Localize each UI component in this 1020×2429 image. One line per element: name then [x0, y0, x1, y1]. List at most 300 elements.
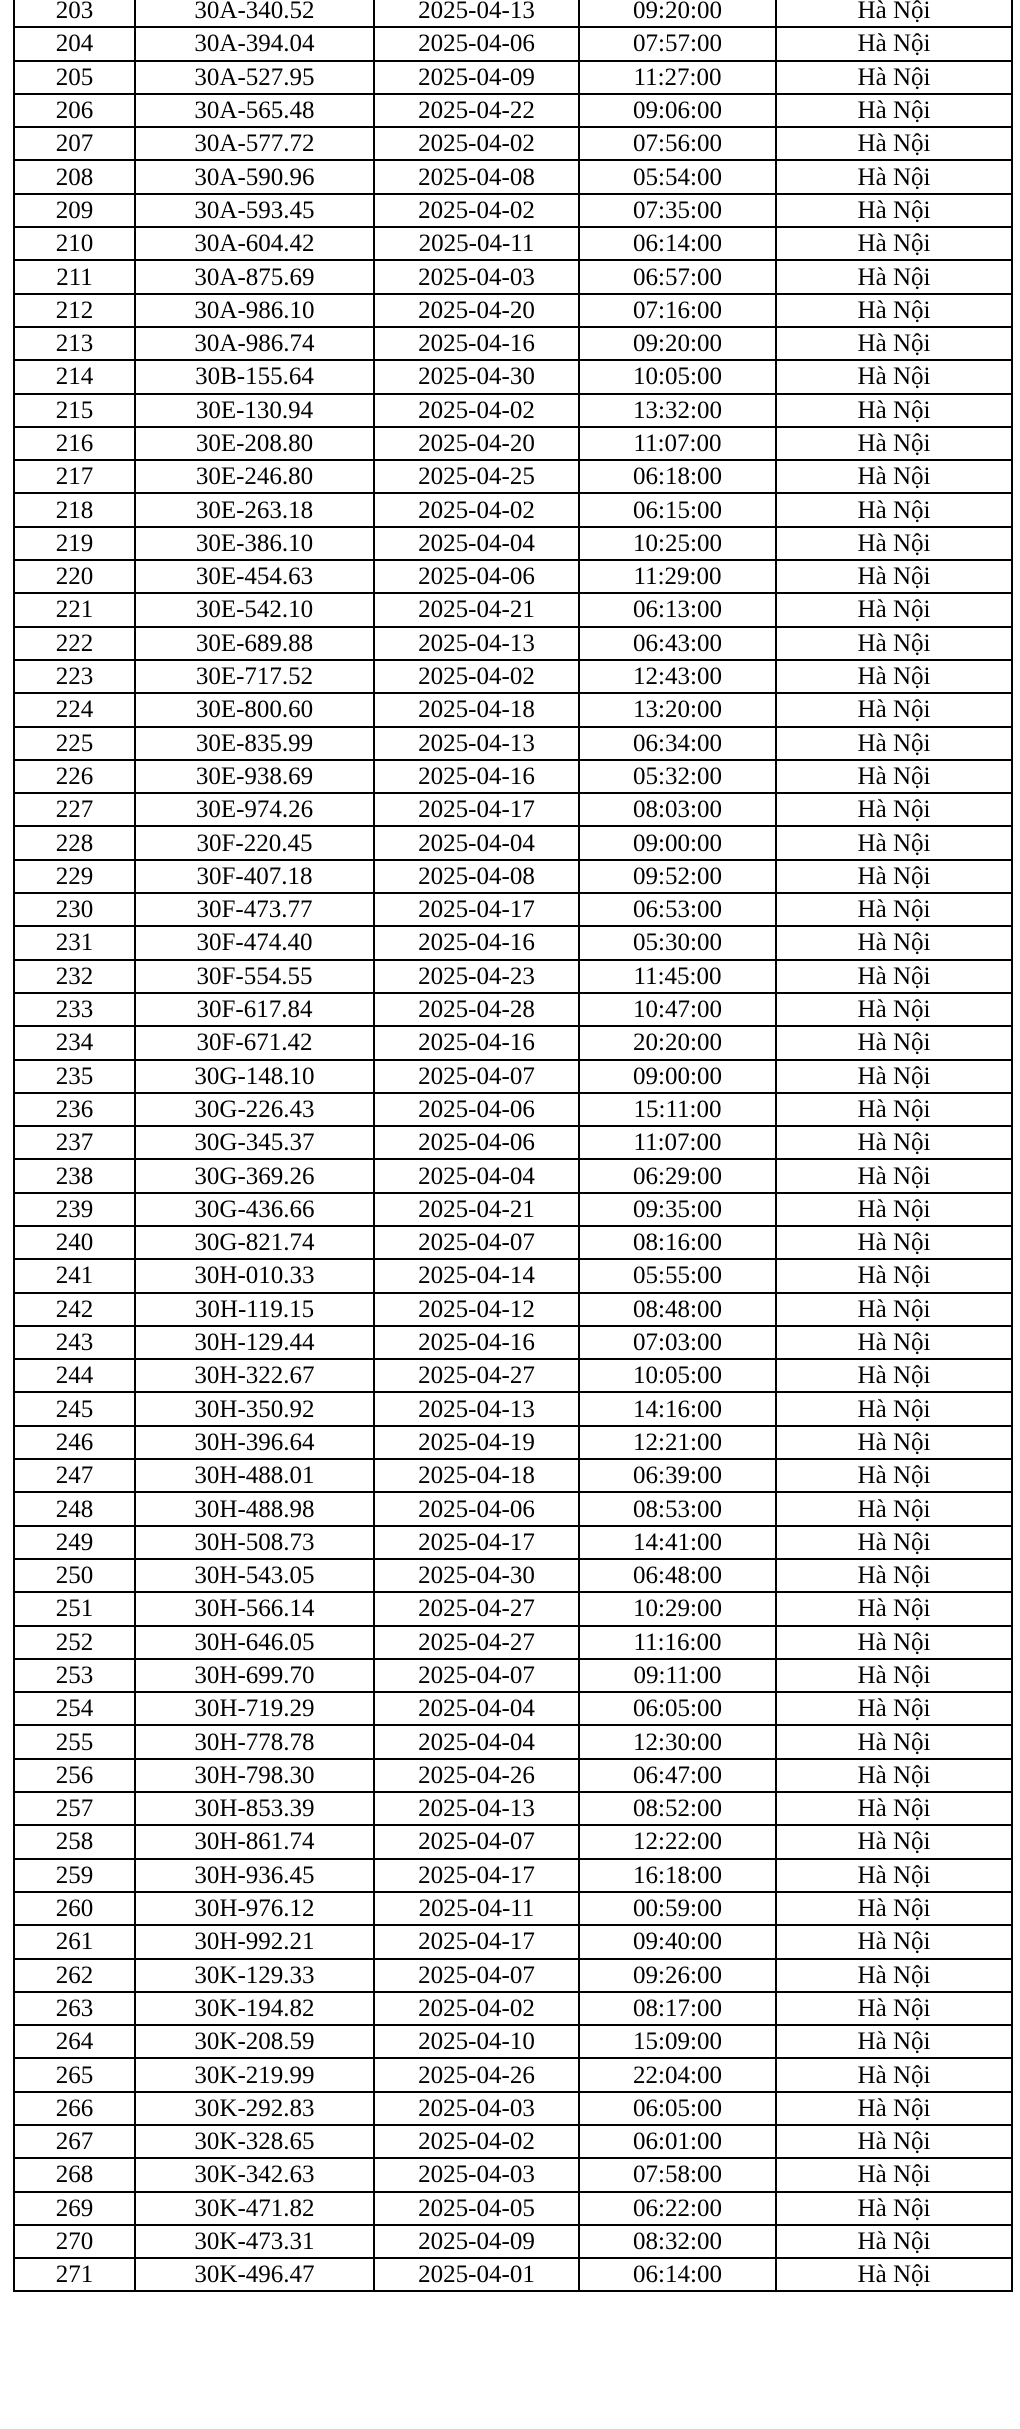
location-cell: Hà Nội — [776, 1259, 1012, 1292]
table-row — [14, 1226, 1012, 1259]
date-cell: 2025-04-02 — [374, 660, 579, 693]
table-row — [14, 160, 1012, 193]
license-plate-cell: 30E-454.63 — [135, 560, 374, 593]
license-plate-cell: 30G-369.26 — [135, 1159, 374, 1192]
table-row — [14, 1193, 1012, 1226]
date-cell: 2025-04-21 — [374, 593, 579, 626]
license-plate-cell: 30F-617.84 — [135, 993, 374, 1026]
time-cell: 08:53:00 — [579, 1492, 776, 1525]
location-cell: Hà Nội — [776, 1392, 1012, 1425]
location-cell: Hà Nội — [776, 1725, 1012, 1758]
time-cell: 12:43:00 — [579, 660, 776, 693]
table-row — [14, 1060, 1012, 1093]
date-cell: 2025-04-02 — [374, 394, 579, 427]
table-row — [14, 2192, 1012, 2225]
location-cell: Hà Nội — [776, 1559, 1012, 1592]
license-plate-cell: 30H-508.73 — [135, 1526, 374, 1559]
row-number-cell: 242 — [14, 1293, 135, 1326]
time-cell: 15:11:00 — [579, 1093, 776, 1126]
time-cell: 09:00:00 — [579, 1060, 776, 1093]
date-cell: 2025-04-13 — [374, 1792, 579, 1825]
license-plate-cell: 30A-875.69 — [135, 260, 374, 293]
date-cell: 2025-04-19 — [374, 1426, 579, 1459]
table-row — [14, 1293, 1012, 1326]
time-cell: 05:32:00 — [579, 760, 776, 793]
location-cell: Hà Nội — [776, 893, 1012, 926]
license-plate-cell: 30A-986.10 — [135, 294, 374, 327]
row-number-cell: 205 — [14, 61, 135, 94]
violations-table — [13, 0, 1013, 2292]
license-plate-cell: 30K-496.47 — [135, 2258, 374, 2291]
table-row — [14, 294, 1012, 327]
row-number-cell: 250 — [14, 1559, 135, 1592]
date-cell: 2025-04-16 — [374, 1326, 579, 1359]
row-number-cell: 226 — [14, 760, 135, 793]
location-cell: Hà Nội — [776, 1592, 1012, 1625]
location-cell: Hà Nội — [776, 1825, 1012, 1858]
location-cell: Hà Nội — [776, 793, 1012, 826]
row-number-cell: 260 — [14, 1892, 135, 1925]
row-number-cell: 239 — [14, 1193, 135, 1226]
date-cell: 2025-04-02 — [374, 127, 579, 160]
row-number-cell: 218 — [14, 493, 135, 526]
table-row — [14, 1326, 1012, 1359]
location-cell: Hà Nội — [776, 1925, 1012, 1958]
location-cell: Hà Nội — [776, 1492, 1012, 1525]
row-number-cell: 216 — [14, 427, 135, 460]
date-cell: 2025-04-26 — [374, 2058, 579, 2091]
license-plate-cell: 30G-345.37 — [135, 1126, 374, 1159]
time-cell: 06:22:00 — [579, 2192, 776, 2225]
location-cell: Hà Nội — [776, 1659, 1012, 1692]
row-number-cell: 247 — [14, 1459, 135, 1492]
row-number-cell: 270 — [14, 2225, 135, 2258]
row-number-cell: 207 — [14, 127, 135, 160]
time-cell: 06:05:00 — [579, 1692, 776, 1725]
date-cell: 2025-04-21 — [374, 1193, 579, 1226]
row-number-cell: 222 — [14, 627, 135, 660]
time-cell: 09:00:00 — [579, 826, 776, 859]
table-row — [14, 693, 1012, 726]
license-plate-cell: 30H-936.45 — [135, 1859, 374, 1892]
license-plate-cell: 30E-386.10 — [135, 527, 374, 560]
table-row — [14, 1359, 1012, 1392]
table-row — [14, 0, 1012, 27]
time-cell: 11:07:00 — [579, 427, 776, 460]
time-cell: 12:30:00 — [579, 1725, 776, 1758]
row-number-cell: 261 — [14, 1925, 135, 1958]
row-number-cell: 256 — [14, 1759, 135, 1792]
license-plate-cell: 30E-263.18 — [135, 493, 374, 526]
time-cell: 08:17:00 — [579, 1992, 776, 2025]
time-cell: 06:05:00 — [579, 2092, 776, 2125]
license-plate-cell: 30H-976.12 — [135, 1892, 374, 1925]
table-row — [14, 2025, 1012, 2058]
row-number-cell: 271 — [14, 2258, 135, 2291]
license-plate-cell: 30E-800.60 — [135, 693, 374, 726]
table-row — [14, 1526, 1012, 1559]
table-row — [14, 527, 1012, 560]
location-cell: Hà Nội — [776, 460, 1012, 493]
row-number-cell: 251 — [14, 1592, 135, 1625]
time-cell: 08:03:00 — [579, 793, 776, 826]
table-row — [14, 1459, 1012, 1492]
location-cell: Hà Nội — [776, 860, 1012, 893]
license-plate-cell: 30A-394.04 — [135, 27, 374, 60]
row-number-cell: 210 — [14, 227, 135, 260]
table-row — [14, 127, 1012, 160]
row-number-cell: 236 — [14, 1093, 135, 1126]
time-cell: 08:32:00 — [579, 2225, 776, 2258]
license-plate-cell: 30H-488.98 — [135, 1492, 374, 1525]
time-cell: 09:06:00 — [579, 94, 776, 127]
license-plate-cell: 30F-220.45 — [135, 826, 374, 859]
date-cell: 2025-04-08 — [374, 160, 579, 193]
date-cell: 2025-04-04 — [374, 826, 579, 859]
table-row — [14, 1093, 1012, 1126]
time-cell: 11:45:00 — [579, 960, 776, 993]
row-number-cell: 235 — [14, 1060, 135, 1093]
table-row — [14, 1026, 1012, 1059]
license-plate-cell: 30H-646.05 — [135, 1626, 374, 1659]
row-number-cell: 228 — [14, 826, 135, 859]
license-plate-cell: 30E-717.52 — [135, 660, 374, 693]
time-cell: 10:05:00 — [579, 1359, 776, 1392]
date-cell: 2025-04-20 — [374, 427, 579, 460]
table-row — [14, 61, 1012, 94]
table-row — [14, 893, 1012, 926]
time-cell: 09:11:00 — [579, 1659, 776, 1692]
row-number-cell: 214 — [14, 360, 135, 393]
table-row — [14, 1126, 1012, 1159]
date-cell: 2025-04-17 — [374, 1925, 579, 1958]
time-cell: 06:29:00 — [579, 1159, 776, 1192]
location-cell: Hà Nội — [776, 94, 1012, 127]
license-plate-cell: 30H-798.30 — [135, 1759, 374, 1792]
license-plate-cell: 30H-322.67 — [135, 1359, 374, 1392]
location-cell: Hà Nội — [776, 1193, 1012, 1226]
date-cell: 2025-04-11 — [374, 227, 579, 260]
date-cell: 2025-04-17 — [374, 1526, 579, 1559]
location-cell: Hà Nội — [776, 1859, 1012, 1892]
time-cell: 06:14:00 — [579, 2258, 776, 2291]
location-cell: Hà Nội — [776, 2125, 1012, 2158]
date-cell: 2025-04-03 — [374, 2092, 579, 2125]
license-plate-cell: 30G-226.43 — [135, 1093, 374, 1126]
time-cell: 06:34:00 — [579, 727, 776, 760]
time-cell: 07:57:00 — [579, 27, 776, 60]
table-row — [14, 2058, 1012, 2091]
table-row — [14, 1959, 1012, 1992]
row-number-cell: 246 — [14, 1426, 135, 1459]
table-row — [14, 2092, 1012, 2125]
date-cell: 2025-04-04 — [374, 1692, 579, 1725]
table-row — [14, 2158, 1012, 2191]
row-number-cell: 223 — [14, 660, 135, 693]
row-number-cell: 243 — [14, 1326, 135, 1359]
license-plate-cell: 30K-219.99 — [135, 2058, 374, 2091]
row-number-cell: 263 — [14, 1992, 135, 2025]
date-cell: 2025-04-07 — [374, 1825, 579, 1858]
table-row — [14, 327, 1012, 360]
date-cell: 2025-04-07 — [374, 1060, 579, 1093]
license-plate-cell: 30H-566.14 — [135, 1592, 374, 1625]
table-row — [14, 1925, 1012, 1958]
row-number-cell: 234 — [14, 1026, 135, 1059]
date-cell: 2025-04-05 — [374, 2192, 579, 2225]
location-cell: Hà Nội — [776, 2225, 1012, 2258]
time-cell: 06:47:00 — [579, 1759, 776, 1792]
location-cell: Hà Nội — [776, 2092, 1012, 2125]
location-cell: Hà Nội — [776, 1626, 1012, 1659]
license-plate-cell: 30E-542.10 — [135, 593, 374, 626]
location-cell: Hà Nội — [776, 260, 1012, 293]
location-cell: Hà Nội — [776, 693, 1012, 726]
table-row — [14, 1492, 1012, 1525]
date-cell: 2025-04-13 — [374, 727, 579, 760]
location-cell: Hà Nội — [776, 1326, 1012, 1359]
table-row — [14, 1892, 1012, 1925]
table-row — [14, 1392, 1012, 1425]
license-plate-cell: 30K-473.31 — [135, 2225, 374, 2258]
row-number-cell: 268 — [14, 2158, 135, 2191]
date-cell: 2025-04-28 — [374, 993, 579, 1026]
row-number-cell: 262 — [14, 1959, 135, 1992]
row-number-cell: 212 — [14, 294, 135, 327]
date-cell: 2025-04-08 — [374, 860, 579, 893]
table-row — [14, 593, 1012, 626]
row-number-cell: 203 — [14, 0, 135, 27]
location-cell: Hà Nội — [776, 2258, 1012, 2291]
location-cell: Hà Nội — [776, 0, 1012, 27]
location-cell: Hà Nội — [776, 1026, 1012, 1059]
location-cell: Hà Nội — [776, 1359, 1012, 1392]
location-cell: Hà Nội — [776, 1293, 1012, 1326]
time-cell: 06:57:00 — [579, 260, 776, 293]
license-plate-cell: 30H-861.74 — [135, 1825, 374, 1858]
row-number-cell: 265 — [14, 2058, 135, 2091]
date-cell: 2025-04-02 — [374, 2125, 579, 2158]
date-cell: 2025-04-17 — [374, 793, 579, 826]
date-cell: 2025-04-07 — [374, 1659, 579, 1692]
row-number-cell: 230 — [14, 893, 135, 926]
location-cell: Hà Nội — [776, 227, 1012, 260]
time-cell: 09:40:00 — [579, 1925, 776, 1958]
time-cell: 10:29:00 — [579, 1592, 776, 1625]
time-cell: 09:52:00 — [579, 860, 776, 893]
row-number-cell: 249 — [14, 1526, 135, 1559]
time-cell: 11:07:00 — [579, 1126, 776, 1159]
time-cell: 12:22:00 — [579, 1825, 776, 1858]
license-plate-cell: 30K-342.63 — [135, 2158, 374, 2191]
date-cell: 2025-04-16 — [374, 926, 579, 959]
table-row — [14, 1792, 1012, 1825]
location-cell: Hà Nội — [776, 627, 1012, 660]
time-cell: 22:04:00 — [579, 2058, 776, 2091]
location-cell: Hà Nội — [776, 1892, 1012, 1925]
date-cell: 2025-04-01 — [374, 2258, 579, 2291]
location-cell: Hà Nội — [776, 1226, 1012, 1259]
time-cell: 11:29:00 — [579, 560, 776, 593]
table-row — [14, 2225, 1012, 2258]
table-row — [14, 1725, 1012, 1758]
license-plate-cell: 30H-488.01 — [135, 1459, 374, 1492]
date-cell: 2025-04-04 — [374, 1725, 579, 1758]
time-cell: 06:13:00 — [579, 593, 776, 626]
date-cell: 2025-04-03 — [374, 2158, 579, 2191]
table-row — [14, 1759, 1012, 1792]
location-cell: Hà Nội — [776, 427, 1012, 460]
table-body — [14, 0, 1012, 2291]
date-cell: 2025-04-16 — [374, 760, 579, 793]
location-cell: Hà Nội — [776, 960, 1012, 993]
time-cell: 11:27:00 — [579, 61, 776, 94]
date-cell: 2025-04-03 — [374, 260, 579, 293]
date-cell: 2025-04-27 — [374, 1592, 579, 1625]
row-number-cell: 225 — [14, 727, 135, 760]
row-number-cell: 229 — [14, 860, 135, 893]
row-number-cell: 253 — [14, 1659, 135, 1692]
time-cell: 06:01:00 — [579, 2125, 776, 2158]
row-number-cell: 221 — [14, 593, 135, 626]
location-cell: Hà Nội — [776, 1792, 1012, 1825]
date-cell: 2025-04-06 — [374, 1093, 579, 1126]
time-cell: 08:16:00 — [579, 1226, 776, 1259]
date-cell: 2025-04-25 — [374, 460, 579, 493]
location-cell: Hà Nội — [776, 760, 1012, 793]
table-row — [14, 760, 1012, 793]
license-plate-cell: 30G-821.74 — [135, 1226, 374, 1259]
time-cell: 09:35:00 — [579, 1193, 776, 1226]
date-cell: 2025-04-27 — [374, 1626, 579, 1659]
table-row — [14, 360, 1012, 393]
location-cell: Hà Nội — [776, 294, 1012, 327]
row-number-cell: 240 — [14, 1226, 135, 1259]
date-cell: 2025-04-02 — [374, 1992, 579, 2025]
license-plate-cell: 30H-719.29 — [135, 1692, 374, 1725]
location-cell: Hà Nội — [776, 2192, 1012, 2225]
location-cell: Hà Nội — [776, 194, 1012, 227]
location-cell: Hà Nội — [776, 926, 1012, 959]
time-cell: 07:56:00 — [579, 127, 776, 160]
date-cell: 2025-04-07 — [374, 1226, 579, 1259]
location-cell: Hà Nội — [776, 1692, 1012, 1725]
row-number-cell: 252 — [14, 1626, 135, 1659]
license-plate-cell: 30A-340.52 — [135, 0, 374, 27]
location-cell: Hà Nội — [776, 360, 1012, 393]
license-plate-cell: 30K-328.65 — [135, 2125, 374, 2158]
location-cell: Hà Nội — [776, 394, 1012, 427]
table-row — [14, 194, 1012, 227]
date-cell: 2025-04-12 — [374, 1293, 579, 1326]
table-row — [14, 1592, 1012, 1625]
license-plate-cell: 30E-938.69 — [135, 760, 374, 793]
location-cell: Hà Nội — [776, 593, 1012, 626]
table-row — [14, 1159, 1012, 1192]
table-row — [14, 1626, 1012, 1659]
time-cell: 05:30:00 — [579, 926, 776, 959]
time-cell: 08:52:00 — [579, 1792, 776, 1825]
table-row — [14, 227, 1012, 260]
table-row — [14, 793, 1012, 826]
time-cell: 06:14:00 — [579, 227, 776, 260]
date-cell: 2025-04-06 — [374, 560, 579, 593]
time-cell: 00:59:00 — [579, 1892, 776, 1925]
license-plate-cell: 30H-853.39 — [135, 1792, 374, 1825]
license-plate-cell: 30H-543.05 — [135, 1559, 374, 1592]
date-cell: 2025-04-07 — [374, 1959, 579, 1992]
license-plate-cell: 30F-474.40 — [135, 926, 374, 959]
license-plate-cell: 30G-436.66 — [135, 1193, 374, 1226]
time-cell: 06:48:00 — [579, 1559, 776, 1592]
license-plate-cell: 30A-577.72 — [135, 127, 374, 160]
license-plate-cell: 30H-119.15 — [135, 1293, 374, 1326]
date-cell: 2025-04-09 — [374, 2225, 579, 2258]
date-cell: 2025-04-13 — [374, 1392, 579, 1425]
location-cell: Hà Nội — [776, 1159, 1012, 1192]
license-plate-cell: 30F-671.42 — [135, 1026, 374, 1059]
location-cell: Hà Nội — [776, 560, 1012, 593]
license-plate-cell: 30G-148.10 — [135, 1060, 374, 1093]
time-cell: 07:35:00 — [579, 194, 776, 227]
date-cell: 2025-04-26 — [374, 1759, 579, 1792]
location-cell: Hà Nội — [776, 1526, 1012, 1559]
row-number-cell: 258 — [14, 1825, 135, 1858]
row-number-cell: 267 — [14, 2125, 135, 2158]
license-plate-cell: 30E-208.80 — [135, 427, 374, 460]
location-cell: Hà Nội — [776, 2058, 1012, 2091]
table-row — [14, 2125, 1012, 2158]
license-plate-cell: 30F-407.18 — [135, 860, 374, 893]
time-cell: 13:20:00 — [579, 693, 776, 726]
time-cell: 06:53:00 — [579, 893, 776, 926]
date-cell: 2025-04-22 — [374, 94, 579, 127]
row-number-cell: 208 — [14, 160, 135, 193]
license-plate-cell: 30E-835.99 — [135, 727, 374, 760]
date-cell: 2025-04-04 — [374, 1159, 579, 1192]
table-row — [14, 627, 1012, 660]
license-plate-cell: 30H-699.70 — [135, 1659, 374, 1692]
location-cell: Hà Nội — [776, 1459, 1012, 1492]
row-number-cell: 204 — [14, 27, 135, 60]
location-cell: Hà Nội — [776, 527, 1012, 560]
row-number-cell: 224 — [14, 693, 135, 726]
date-cell: 2025-04-02 — [374, 493, 579, 526]
row-number-cell: 213 — [14, 327, 135, 360]
table-row — [14, 993, 1012, 1026]
date-cell: 2025-04-13 — [374, 0, 579, 27]
date-cell: 2025-04-04 — [374, 527, 579, 560]
table-row — [14, 560, 1012, 593]
time-cell: 05:54:00 — [579, 160, 776, 193]
time-cell: 09:20:00 — [579, 0, 776, 27]
date-cell: 2025-04-17 — [374, 1859, 579, 1892]
time-cell: 10:47:00 — [579, 993, 776, 1026]
table-row — [14, 826, 1012, 859]
time-cell: 07:58:00 — [579, 2158, 776, 2191]
table-row — [14, 960, 1012, 993]
location-cell: Hà Nội — [776, 826, 1012, 859]
table-row — [14, 427, 1012, 460]
row-number-cell: 219 — [14, 527, 135, 560]
license-plate-cell: 30F-473.77 — [135, 893, 374, 926]
date-cell: 2025-04-13 — [374, 627, 579, 660]
date-cell: 2025-04-06 — [374, 27, 579, 60]
row-number-cell: 266 — [14, 2092, 135, 2125]
table-row — [14, 1859, 1012, 1892]
row-number-cell: 241 — [14, 1259, 135, 1292]
row-number-cell: 259 — [14, 1859, 135, 1892]
